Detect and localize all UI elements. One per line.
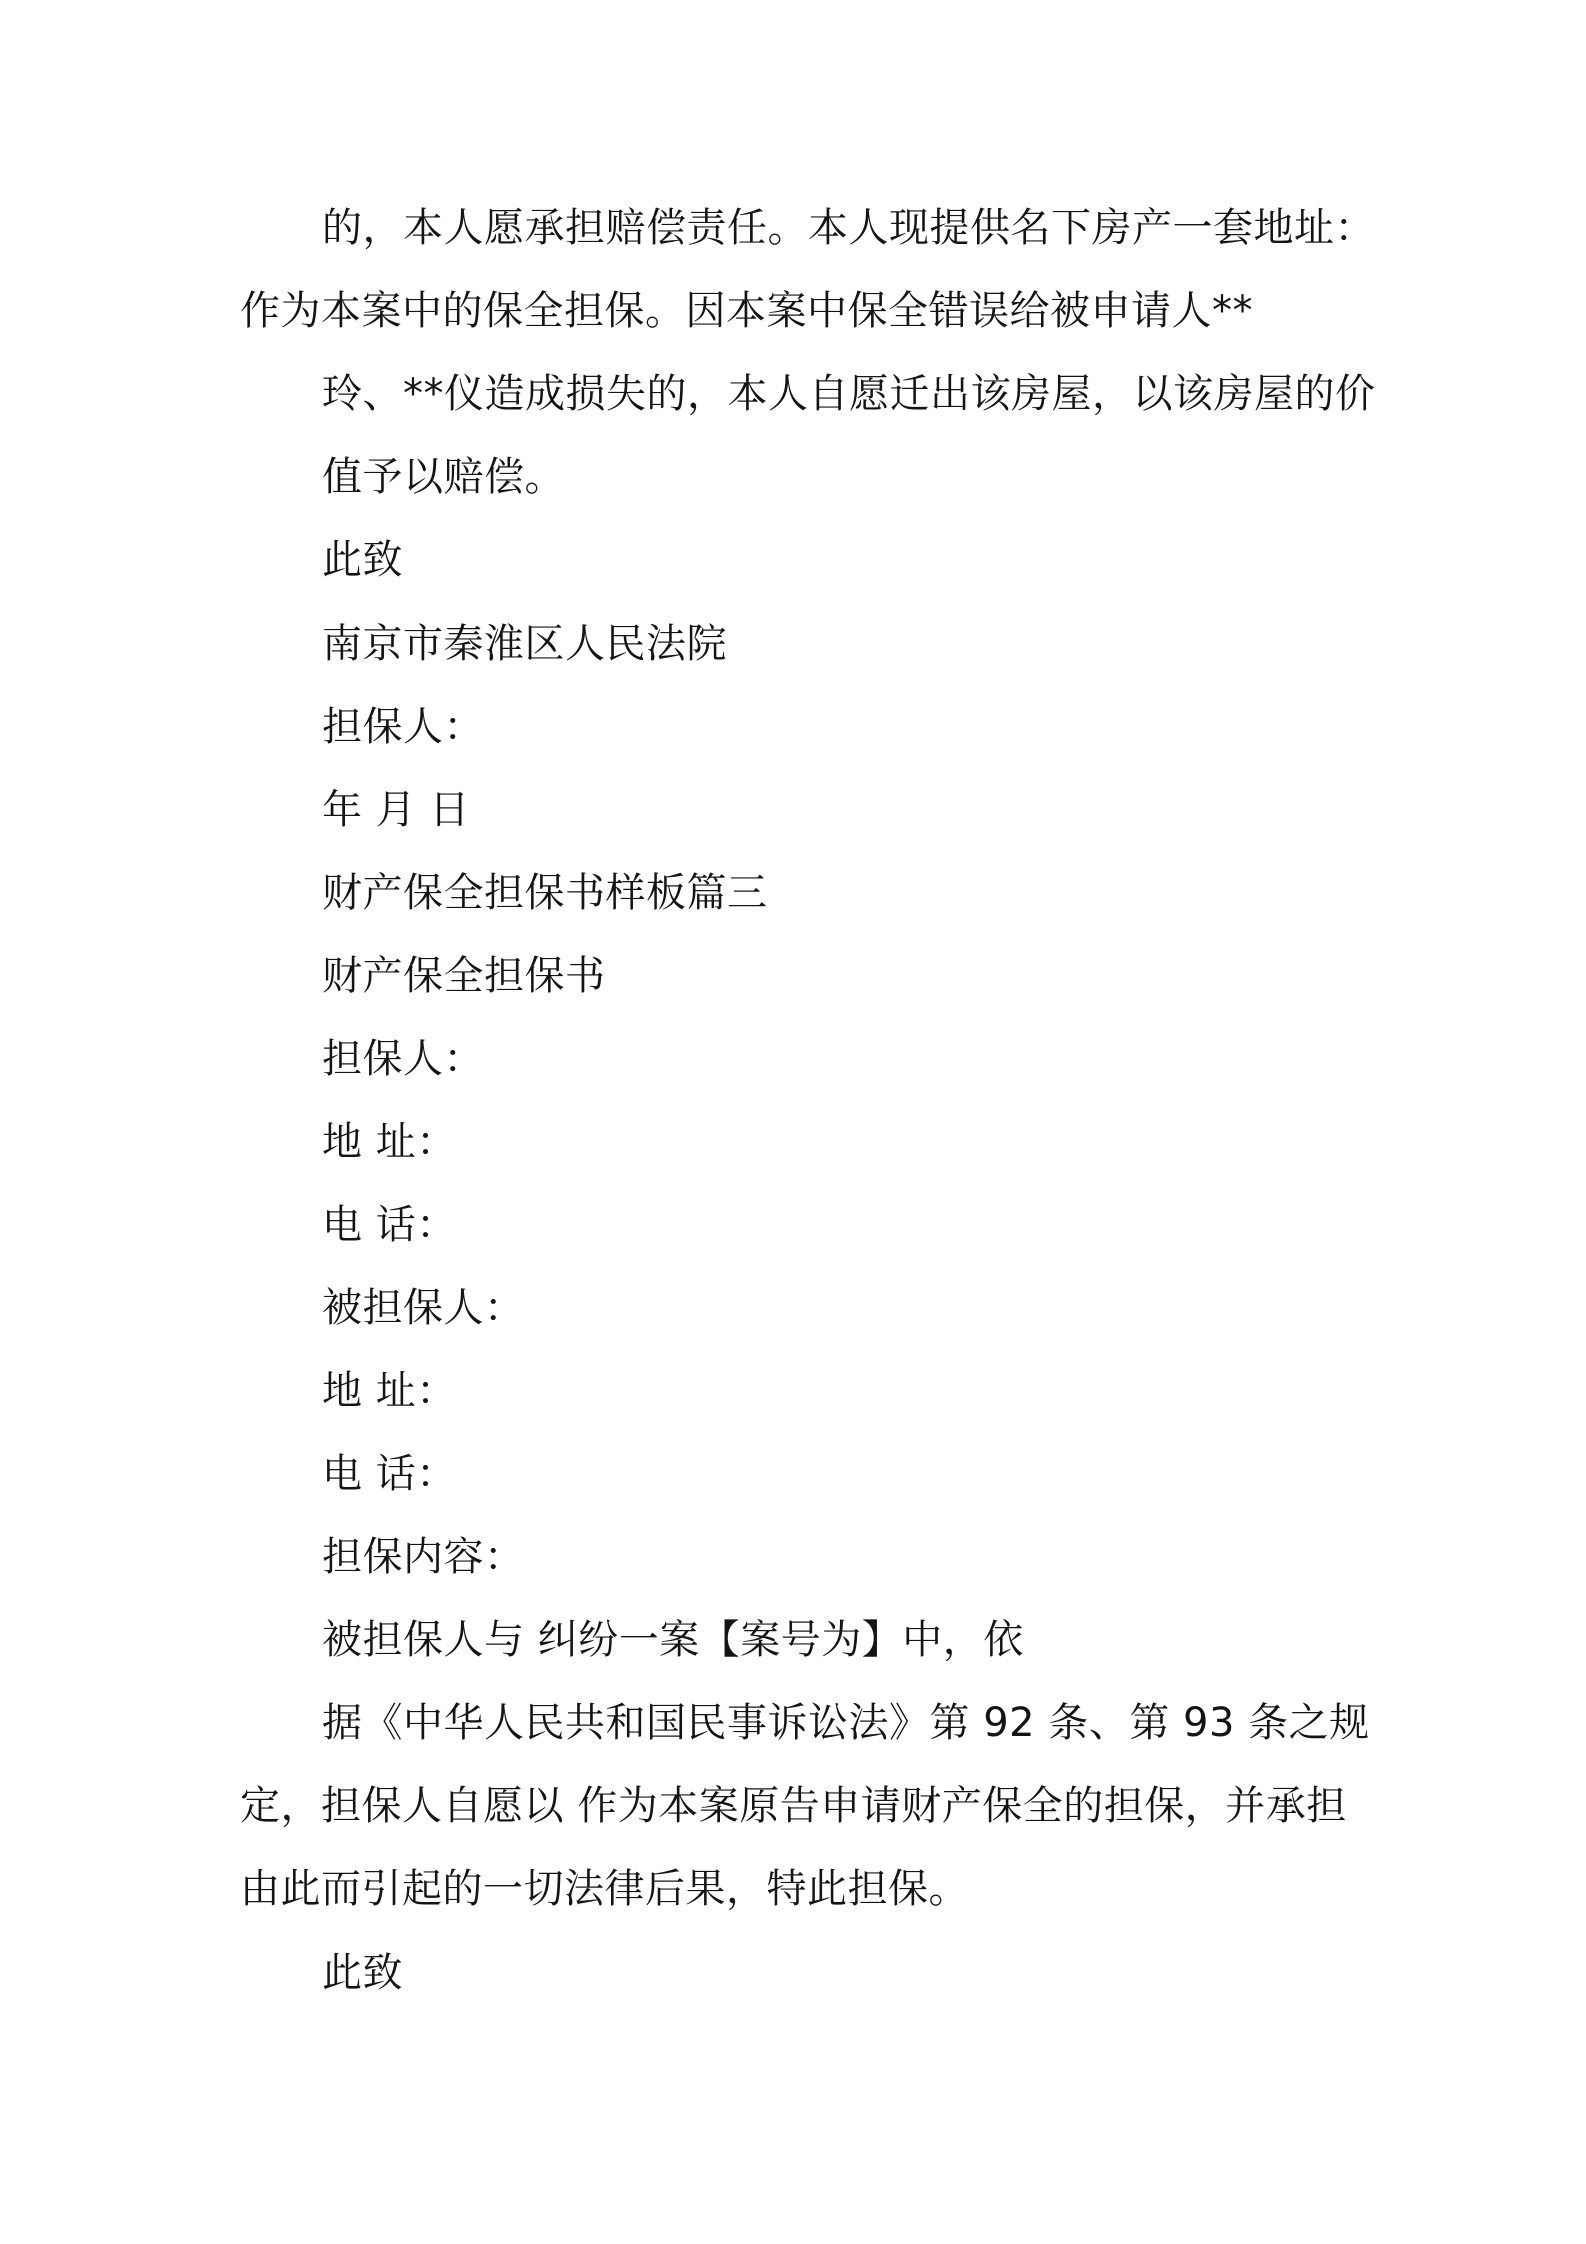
body-text-line: 被担保人与 纠纷一案【案号为】中，依: [322, 1617, 1024, 1663]
guarantor-signature-label: 担保人：: [322, 704, 484, 750]
body-text-line: 据《中华人民共和国民事诉讼法》第 92 条、第 93 条之规: [322, 1700, 1370, 1746]
salutation: 此致: [322, 1950, 403, 1996]
body-text-line: 玲、**仪造成损失的，本人自愿迁出该房屋，以该房屋的价: [322, 371, 1376, 417]
body-text-line: 定，担保人自愿以 作为本案原告申请财产保全的担保，并承担: [240, 1783, 1347, 1829]
body-text-line: 由此而引起的一切法律后果，特此担保。: [240, 1866, 969, 1912]
phone-label: 电 话：: [322, 1451, 457, 1497]
body-text-line: 值予以赔偿。: [322, 454, 565, 500]
address-label: 地 址：: [322, 1368, 457, 1414]
document-title: 财产保全担保书: [322, 953, 606, 999]
address-label: 地 址：: [322, 1119, 457, 1165]
phone-label: 电 话：: [322, 1202, 457, 1248]
salutation: 此致: [322, 537, 403, 583]
date-line: 年 月 日: [322, 787, 470, 833]
body-text-line: 的，本人愿承担赔偿责任。本人现提供名下房产一套地址：: [322, 205, 1375, 251]
guarantee-content-label: 担保内容：: [322, 1534, 525, 1580]
guarantor-label: 担保人：: [322, 1036, 484, 1082]
section-heading: 财产保全担保书样板篇三: [322, 870, 768, 916]
body-text-line: 作为本案中的保全担保。因本案中保全错误给被申请人**: [240, 288, 1253, 334]
recipient-court: 南京市秦淮区人民法院: [322, 621, 727, 667]
guaranteed-party-label: 被担保人：: [322, 1285, 525, 1331]
